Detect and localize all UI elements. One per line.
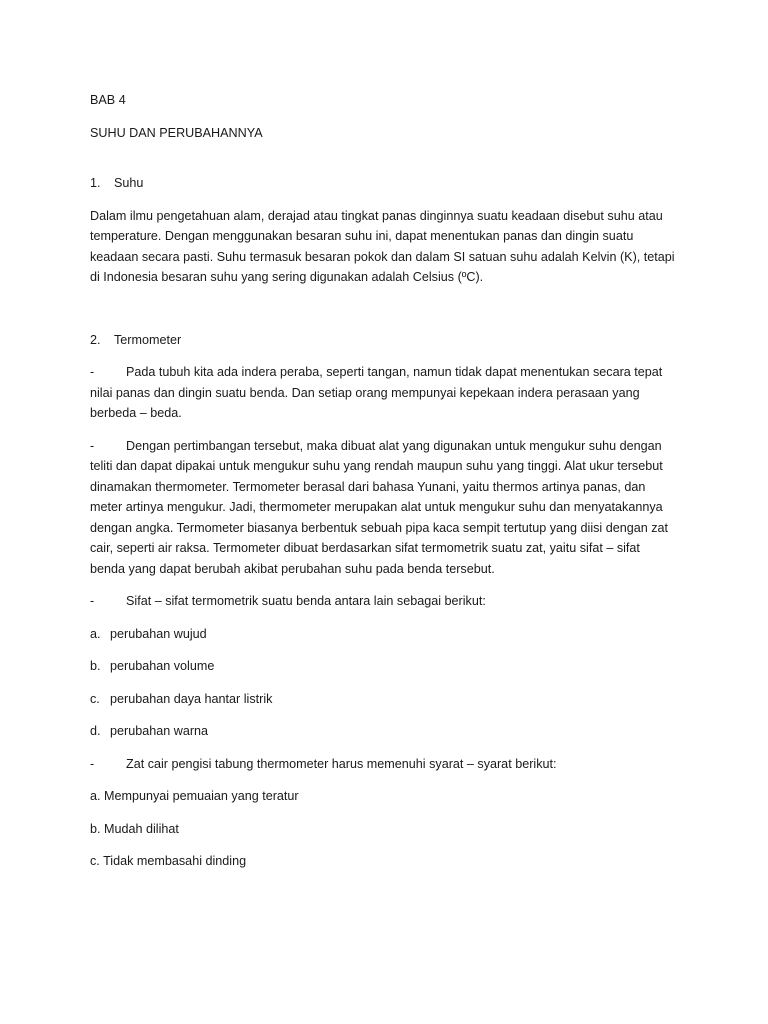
section-2-number: 2. (90, 332, 101, 347)
list-item (90, 689, 682, 710)
list-item (90, 721, 682, 742)
chapter-label: BAB 4 (90, 93, 126, 107)
bullet-paragraph-3 (90, 591, 682, 612)
paragraph-line: benda yang dapat berubah akibat perubahan suhu pada benda tersebut. (90, 561, 495, 576)
list-item (90, 656, 682, 677)
section-1-title: Suhu (114, 176, 144, 190)
list-item-mark: b. (90, 659, 101, 673)
paragraph-line: Dengan pertimbangan tersebut, maka dibuat alat yang digunakan untuk mengukur suhu dengan (126, 438, 662, 453)
list-item-text: perubahan daya hantar listrik (110, 691, 273, 706)
paragraph-line: di Indonesia besaran suhu yang sering digunakan adalah Celsius (ºC). (90, 270, 484, 284)
section-2-heading (90, 330, 682, 351)
list-item-text: perubahan volume (110, 659, 215, 673)
bullet-mark: - (90, 365, 95, 379)
requirement-item: a. Mempunyai pemuaian yang teratur (90, 789, 299, 803)
bullet-mark: - (90, 756, 95, 771)
paragraph-line: cair, seperti air raksa. Termometer dibuat berdasarkan sifat termometrik suatu zat, yaitu sifat – sifat (90, 541, 640, 555)
section-2-title: Termometer (114, 332, 182, 347)
document-content (90, 90, 682, 884)
paragraph-line: temperature. Dengan menggunakan besaran suhu ini, dapat menentukan panas dan dingin suatu (90, 229, 634, 243)
bullet-mark: - (90, 594, 95, 608)
list-item-text: perubahan wujud (110, 626, 207, 641)
bullet-mark: - (90, 438, 95, 453)
list-item-mark: c. (90, 691, 100, 706)
list-item-mark: a. (90, 626, 101, 641)
list-item-text: perubahan warna (110, 724, 209, 738)
paragraph-line: meter artinya mengukur. Jadi, thermometer merupakan alat untuk mengukur suhu dan menyatakannya (90, 500, 663, 514)
paragraph-line: berbeda – beda. (90, 406, 182, 420)
paragraph-line: nilai panas dan dingin suatu benda. Dan setiap orang mempunyai kepekaan indera perasaan yang (90, 385, 640, 400)
chapter-title: SUHU DAN PERUBAHANNYA (90, 125, 263, 140)
paragraph-line: dinamakan thermometer. Termometer berasal dari bahasa Yunani, yaitu thermos artinya panas, dan (90, 479, 646, 494)
paragraph-line: keadaan secara pasti. Suhu termasuk besaran pokok dan dalam SI satuan suhu adalah Kelvin (K), tetapi (90, 249, 675, 264)
bullet-3-text: Sifat – sifat termometrik suatu benda antara lain sebagai berikut: (126, 594, 486, 608)
bullet-4-text: Zat cair pengisi tabung thermometer harus memenuhi syarat – syarat berikut: (126, 756, 557, 771)
section-1-paragraph (90, 206, 682, 288)
bullet-paragraph-2 (90, 436, 682, 580)
paragraph-line: teliti dan dapat dipakai untuk mengukur suhu yang rendah maupun suhu yang tinggi. Alat ukur tersebut (90, 459, 663, 473)
list-item-mark: d. (90, 724, 101, 738)
section-1-heading (90, 173, 682, 194)
paragraph-line: dengan angka. Termometer biasanya berbentuk sebuah pipa kaca sempit tertutup yang diisi dengan zat (90, 520, 669, 535)
bullet-paragraph-1 (90, 362, 682, 424)
requirement-item: b. Mudah dilihat (90, 821, 179, 836)
paragraph-line: Dalam ilmu pengetahuan alam, derajad atau tingkat panas dinginnya suatu keadaan disebut suhu atau (90, 208, 663, 223)
bullet-paragraph-4 (90, 754, 682, 775)
paragraph-line: Pada tubuh kita ada indera peraba, seperti tangan, namun tidak dapat menentukan secara tepat (126, 365, 663, 379)
requirement-item: c. Tidak membasahi dinding (90, 854, 247, 868)
section-1-number: 1. (90, 176, 101, 190)
list-item (90, 624, 682, 645)
